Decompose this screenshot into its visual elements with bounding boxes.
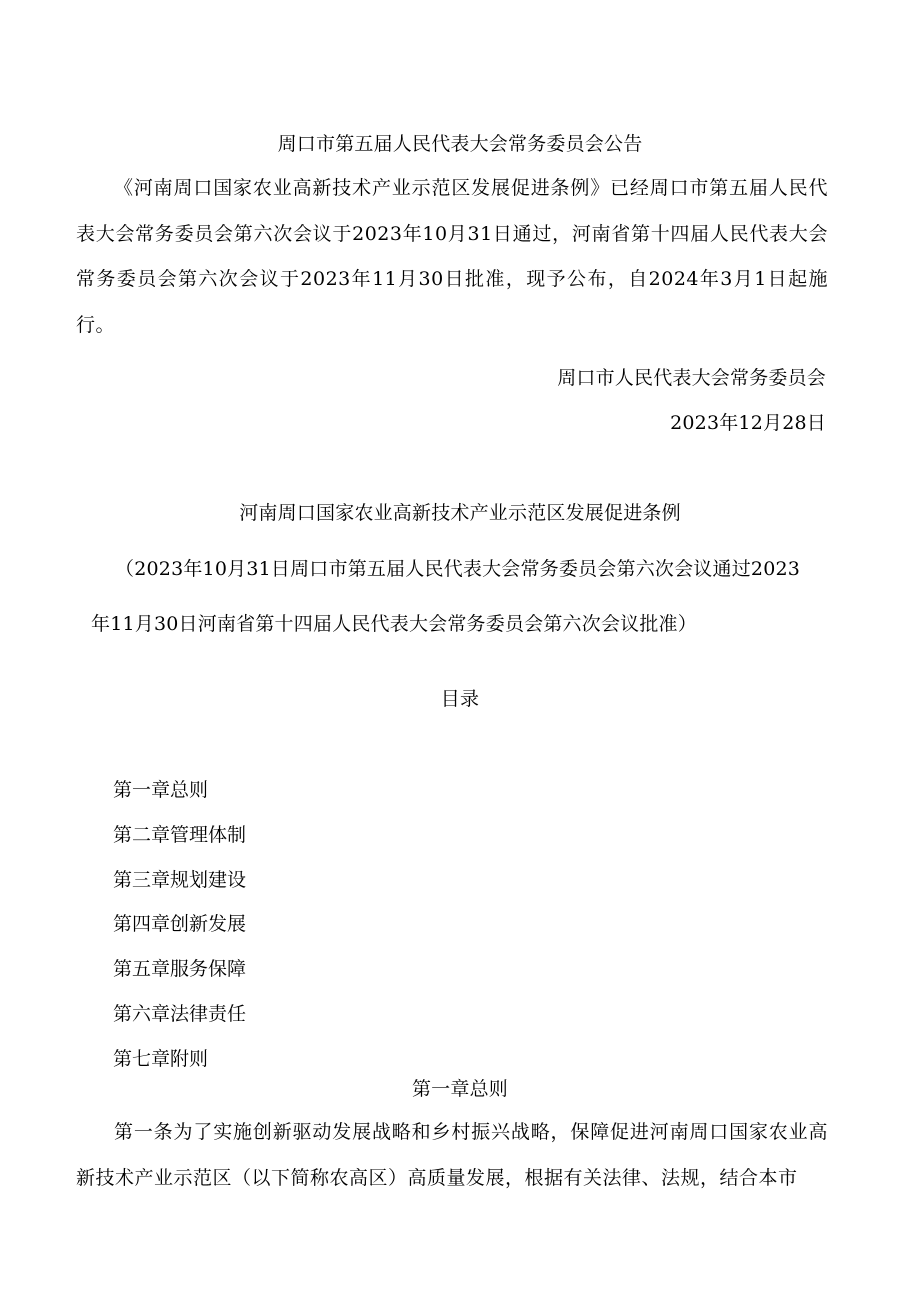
toc-item: 第二章管理体制 bbox=[113, 824, 247, 846]
toc-item: 第五章服务保障 bbox=[113, 958, 247, 980]
announcement-body: 《河南周口国家农业高新技术产业示范区发展促进条例》已经周口市第五届人民代表大会常务委员会第六次会议于2023年10月31日通过，河南省第十四届人民代表大会常务委员会第六次会议于2023年11月30日批准，现予公布，自2024年3月1日起施行。 bbox=[76, 177, 828, 336]
announcement-title: 周口市第五届人民代表大会常务委员会公告 bbox=[277, 133, 643, 155]
announcement-date: 2023年12月28日 bbox=[670, 412, 826, 434]
regulation-note-line-2: 年11月30日河南省第十四届人民代表大会常务委员会第六次会议批准） bbox=[91, 613, 697, 635]
toc-item: 第三章规划建设 bbox=[113, 869, 247, 891]
article-1-text: 第一条为了实施创新驱动发展战略和乡村振兴战略，保障促进河南周口国家农业高新技术产业示范区（以下简称农高区）高质量发展，根据有关法律、法规，结合本市 bbox=[76, 1121, 828, 1189]
toc-item: 第六章法律责任 bbox=[113, 1003, 247, 1025]
announcement-signature: 周口市人民代表大会常务委员会 bbox=[557, 367, 826, 389]
toc-item: 第四章创新发展 bbox=[113, 913, 247, 935]
regulation-note-line-1: （2023年10月31日周口市第五届人民代表大会常务委员会第六次会议通过2023 bbox=[115, 558, 801, 580]
toc-item: 第七章附则 bbox=[113, 1048, 209, 1070]
toc-heading: 目录 bbox=[440, 688, 480, 710]
chapter-1-heading: 第一章总则 bbox=[411, 1078, 508, 1100]
toc-item: 第一章总则 bbox=[113, 779, 209, 801]
regulation-title: 河南周口国家农业高新技术产业示范区发展促进条例 bbox=[239, 502, 681, 524]
